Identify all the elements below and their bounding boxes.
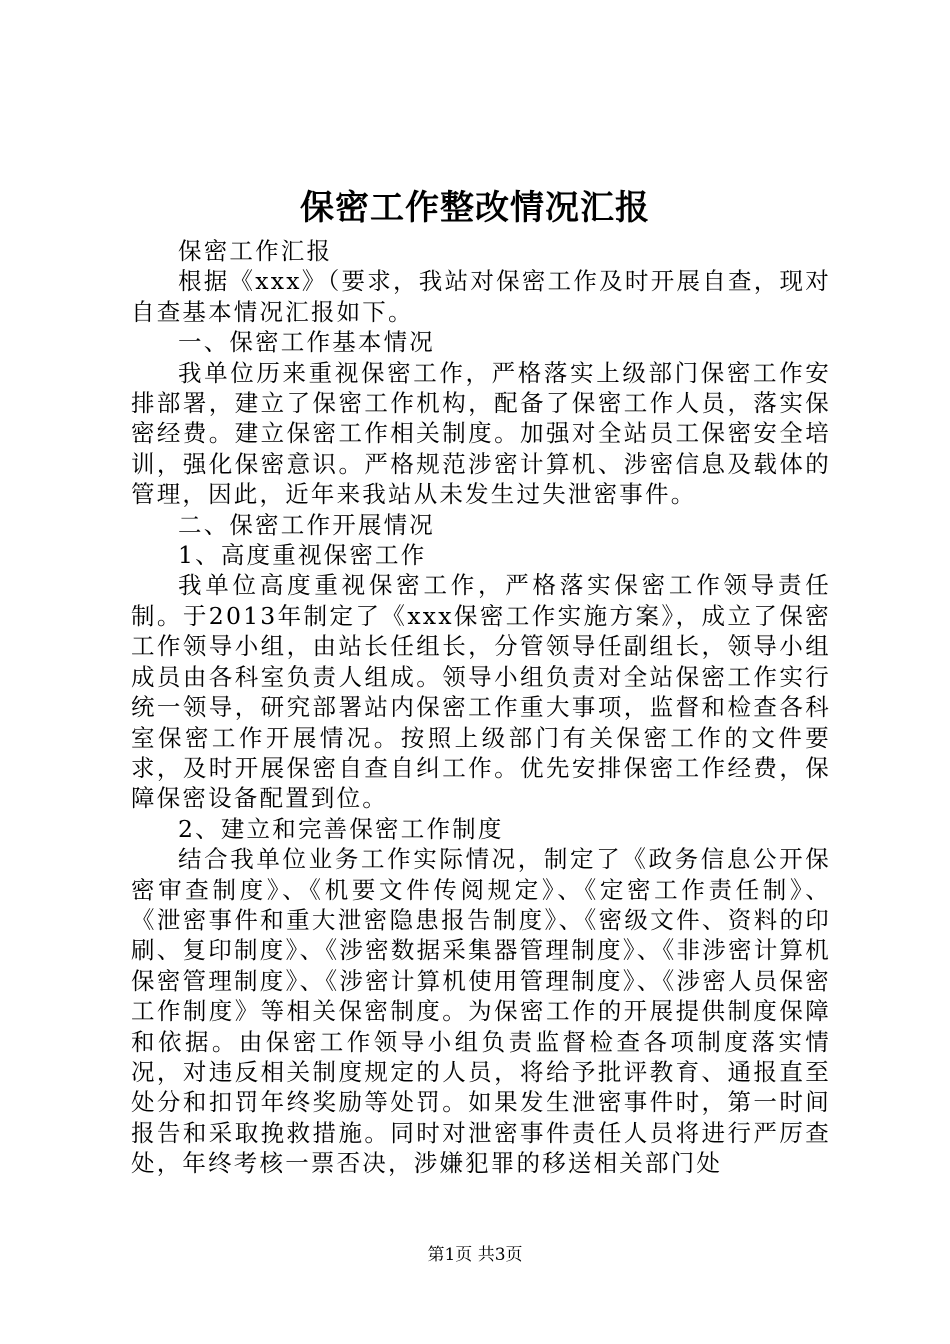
paragraph-intro: 根据《xxx》（要求，我站对保密工作及时开展自查，现对自查基本情况汇报如下。 (131, 267, 831, 326)
subsection-heading-2: 2、建立和完善保密工作制度 (178, 814, 504, 843)
subsection-heading-1: 1、高度重视保密工作 (178, 541, 427, 570)
section-heading-1: 一、保密工作基本情况 (178, 328, 435, 357)
paragraph-leadership: 我单位高度重视保密工作，严格落实保密工作领导责任制。于2013年制定了《xxx保密工作实施方案》，成立了保密工作领导小组，由站长任组长，分管领导任副组长，领导小组成员由各科室负责人组成。领导小组负责对全站保密工作实行统一领导，研究部署站内保密工作重大事项，监督和检查各科室保密工作开展情况。按照上级部门有关保密工作的文件要求，及时开展保密自查自纠工作。优先安排保密工作经费，保障保密设备配置到位。 (131, 571, 831, 813)
paragraph-regulations: 结合我单位业务工作实际情况，制定了《政务信息公开保密审查制度》、《机要文件传阅规定》、《定密工作责任制》、《泄密事件和重大泄密隐患报告制度》、《密级文件、资料的印刷、复印制度》、《涉密数据采集器管理制度》、《非涉密计算机保密管理制度》、《涉密计算机使用管理制度》、《涉密人员保密工作制度》等相关保密制度。为保密工作的开展提供制度保障和依据。由保密工作领导小组负责监督检查各项制度落实情况，对违反相关制度规定的人员，将给予批评教育、通报直至处分和扣罚年终奖励等处罚。如果发生泄密事件时，第一时间报告和采取挽救措施。同时对泄密事件责任人员将进行严厉查处，年终考核一票否决，涉嫌犯罪的移送相关部门处 (131, 845, 831, 1178)
section-heading-2: 二、保密工作开展情况 (178, 510, 435, 539)
document-body (131, 236, 831, 1179)
paragraph-basic-situation: 我单位历来重视保密工作，严格落实上级部门保密工作安排部署，建立了保密工作机构，配备了保密工作人员，落实保密经费。建立保密工作相关制度。加强对全站员工保密安全培训，强化保密意识。严格规范涉密计算机、涉密信息及载体的管理，因此，近年来我站从未发生过失泄密事件。 (131, 358, 831, 509)
page-number: 第1页 共3页 (427, 1245, 523, 1265)
paragraph-heading-report: 保密工作汇报 (178, 237, 333, 265)
document-title: 保密工作整改情况汇报 (300, 188, 650, 228)
